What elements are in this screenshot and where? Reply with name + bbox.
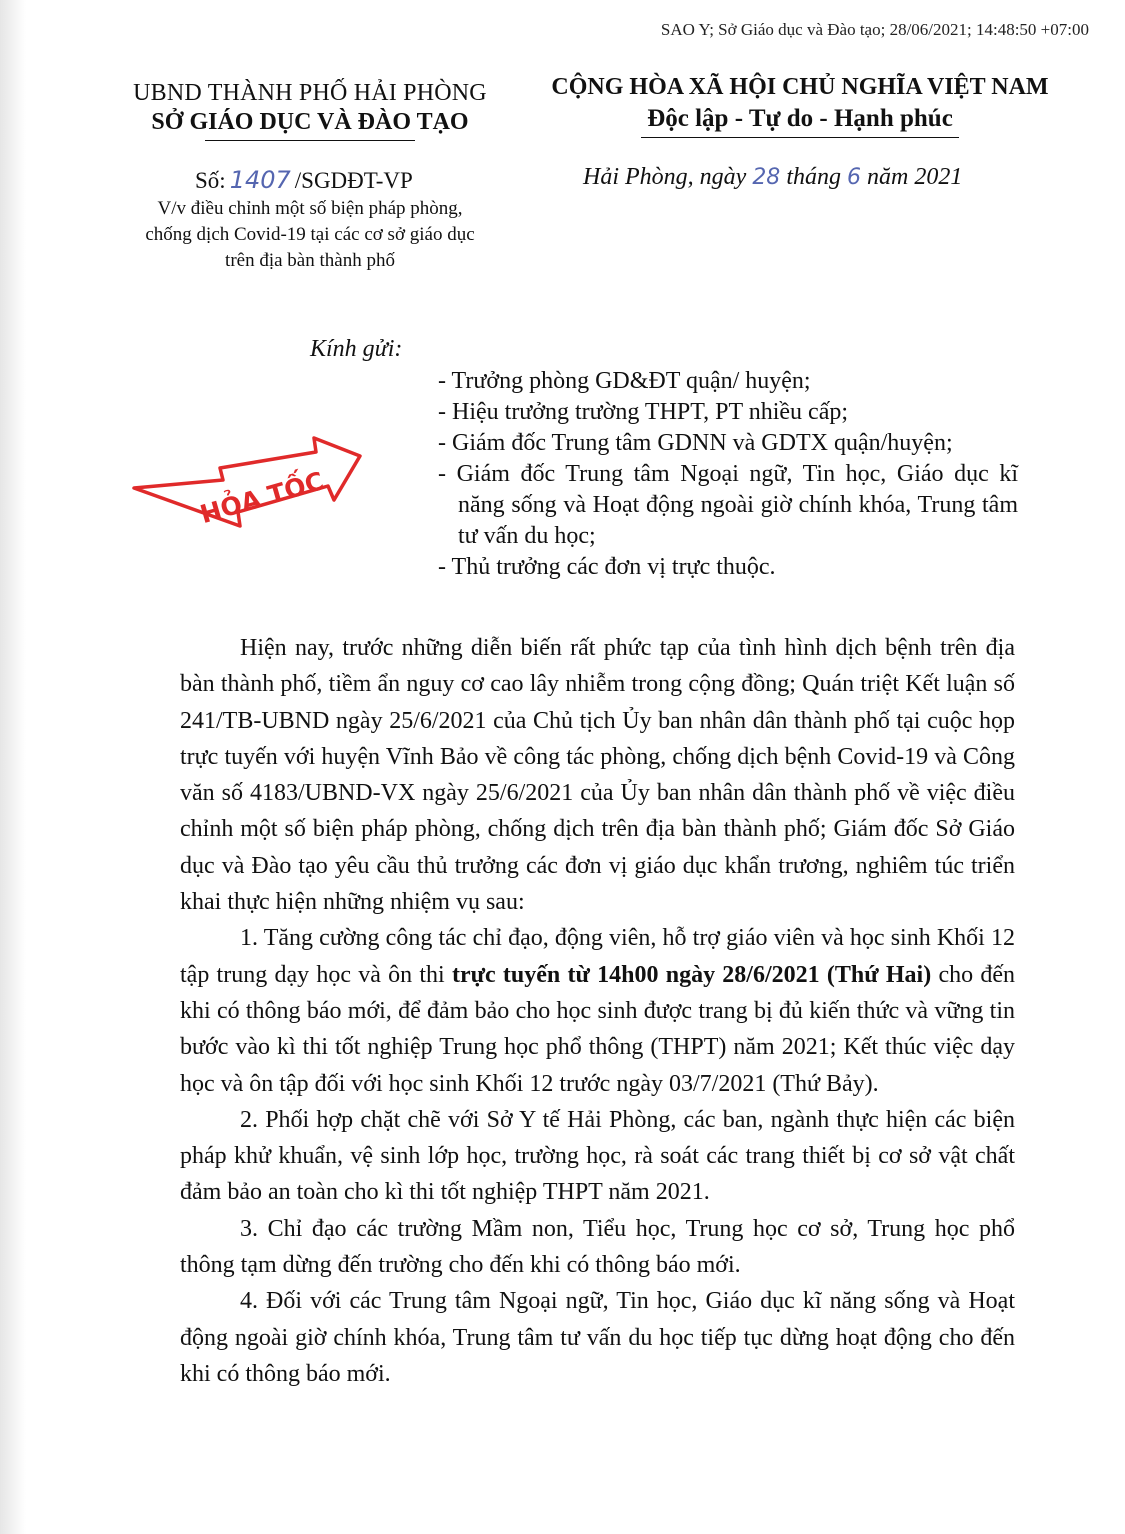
recipient-item: - Giám đốc Trung tâm GDNN và GDTX quận/huyện; — [438, 430, 953, 456]
copy-certification-line: SAO Y; Sở Giáo dục và Đào tạo; 28/06/2021; 14:48:50 +07:00 — [660, 20, 1089, 39]
salutation: Kính gửi: — [310, 336, 403, 362]
month-label: tháng — [786, 164, 841, 190]
number-suffix: /SGDĐT-VP — [294, 168, 413, 193]
item-2-paragraph: 2. Phối hợp chặt chẽ với Sở Y tế Hải Phòng, các ban, ngành thực hiện các biện pháp khử khuẩn, vệ sinh lớp học, trường học, rà soát các trang thiết bị cơ sở vật chất đảm bảo an toàn cho kì thi tốt nghiệp THPT năm 2021. — [180, 1106, 1015, 1206]
document-subject — [100, 196, 520, 274]
urgent-stamp-icon — [128, 428, 368, 548]
date-prefix: Hải Phòng, ngày — [583, 164, 747, 190]
issue-date — [583, 164, 962, 191]
item-1-paragraph — [180, 920, 1015, 1101]
subject-line: trên địa bàn thành phố — [225, 250, 395, 271]
item-4-paragraph: 4. Đối với các Trung tâm Ngoại ngữ, Tin học, Giáo dục kĩ năng sống và Hoạt động ngoài giờ chính khóa, Trung tâm tư vấn du học tiếp tục dừng hoạt động cho đến khi có thông báo mới. — [180, 1288, 1015, 1387]
subject-line: V/v điều chỉnh một số biện pháp phòng, — [157, 198, 463, 219]
item-1-emphasis: trực tuyến từ 14h00 ngày 28/6/2021 (Thứ Hai) — [451, 961, 932, 988]
city-committee-name: UBND THÀNH PHỐ HẢI PHÒNG — [133, 80, 487, 106]
subject-line: chống dịch Covid-19 tại các cơ sở giáo dục — [145, 224, 475, 245]
number-prefix: Số: — [195, 168, 226, 193]
item-3-paragraph: 3. Chỉ đạo các trường Mầm non, Tiểu học, Trung học cơ sở, Trung học phổ thông tạm dừng đến trường cho đến khi có thông báo mới. — [180, 1215, 1015, 1279]
national-motto: Độc lập - Tự do - Hạnh phúc — [647, 105, 953, 132]
org-underline — [205, 140, 415, 141]
stamp-text: HỎA TỐC — [196, 466, 327, 530]
issuing-organization — [100, 80, 520, 141]
nation-name: CỘNG HÒA XÃ HỘI CHỦ NGHĨA VIỆT NAM — [551, 74, 1049, 100]
recipient-item: - Thủ trưởng các đơn vị trực thuộc. — [438, 554, 776, 580]
national-header — [520, 74, 1080, 138]
item-1-text-cont: cho đến khi có thông báo mới, để đảm bảo cho học sinh được trang bị đủ kiến thức và vững tin bước vào kì thi tốt nghiệp Trung học phổ thông (THPT) năm 2021; Kết thúc việc dạy học và ôn tập đối với học sinh Khối 12 trước ngày 03/7/2021 (Thứ Bảy). — [180, 961, 1015, 1097]
item-1-text: 1. Tăng cường công tác chỉ đạo, động viên, hỗ trợ giáo viên và học sinh Khối 12 tập trung dạy học và ôn thi — [180, 925, 1015, 988]
department-name: SỞ GIÁO DỤC VÀ ĐÀO TẠO — [151, 109, 469, 135]
handwritten-day: 28 — [752, 165, 781, 190]
scan-edge-shadow — [0, 0, 26, 1534]
recipient-list — [438, 366, 1018, 583]
recipient-item: - Hiệu trưởng trường THPT, PT nhiều cấp; — [438, 399, 849, 425]
handwritten-month: 6 — [846, 165, 861, 190]
year-label: năm 2021 — [866, 164, 963, 190]
motto-underline — [641, 137, 959, 138]
handwritten-number: 1407 — [229, 166, 291, 194]
recipient-item: - Giám đốc Trung tâm Ngoại ngữ, Tin học, Giáo dục kĩ năng sống và Hoạt động ngoài giờ chính khóa, Trung tâm tư vấn du học; — [438, 461, 1018, 549]
recipient-item: - Trưởng phòng GD&ĐT quận/ huyện; — [438, 368, 811, 394]
document-body — [180, 630, 1015, 1392]
document-number — [195, 166, 413, 194]
intro-paragraph: Hiện nay, trước những diễn biến rất phức tạp của tình hình dịch bệnh trên địa bàn thành phố, tiềm ẩn nguy cơ cao lây nhiễm trong cộng đồng; Quán triệt Kết luận số 241/TB-UBND ngày 25/6/2021 của Chủ tịch Ủy ban nhân dân thành phố tại cuộc họp trực tuyến với huyện Vĩnh Bảo về công tác phòng, chống dịch bệnh Covid-19 và Công văn số 4183/UBND-VX ngày 25/6/2021 của Ủy ban nhân dân thành phố về việc điều chỉnh một số biện pháp phòng, chống dịch trên địa bàn thành phố; Giám đốc Sở Giáo dục và Đào tạo yêu cầu thủ trưởng các đơn vị giáo dục khẩn trương, nghiêm túc triển khai thực hiện những nhiệm vụ sau: — [180, 635, 1015, 916]
